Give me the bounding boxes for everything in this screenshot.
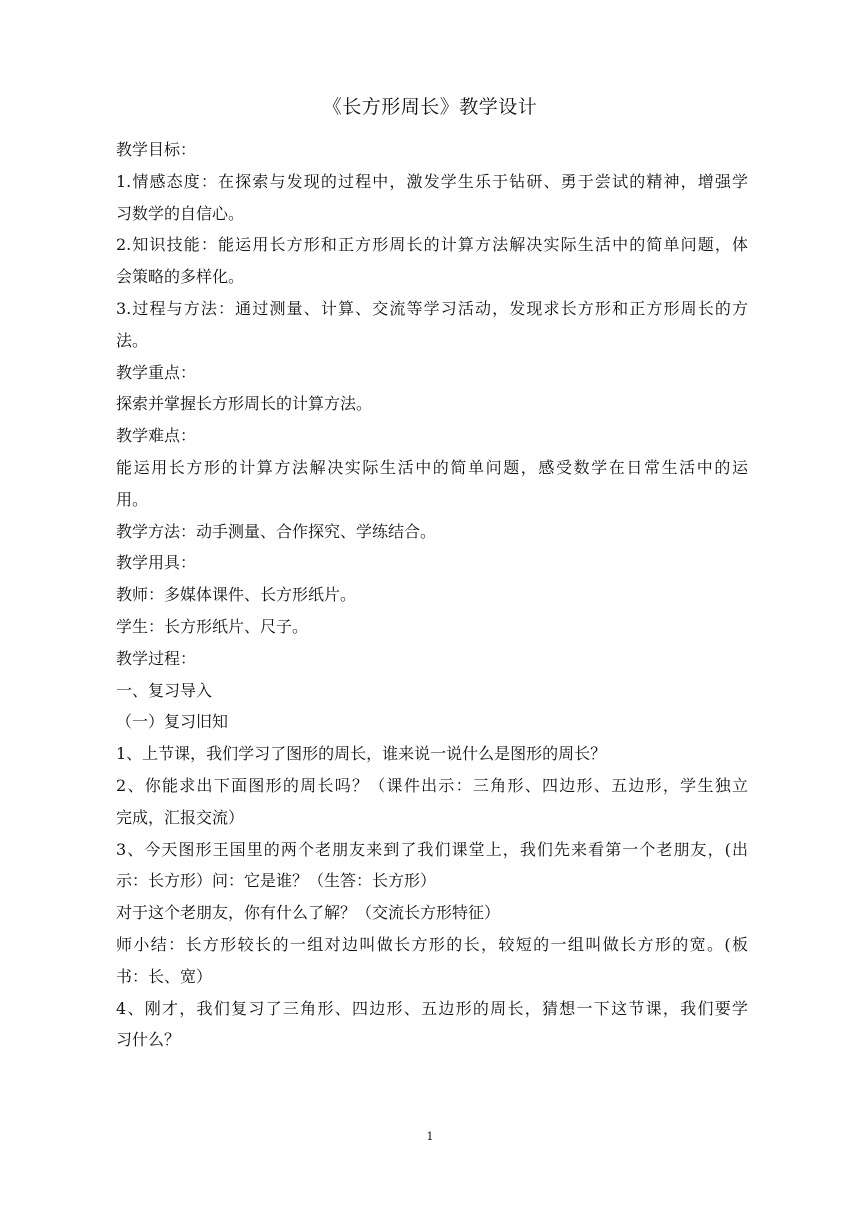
body-line: 1.情感态度：在探索与发现的过程中，激发学生乐于钻研、勇于尝试的精神，增强学	[116, 171, 748, 191]
body-line: 4、刚才，我们复习了三角形、四边形、五边形的周长，猜想一下这节课，我们要学	[116, 998, 748, 1018]
body-line: 教学重点：	[116, 362, 197, 382]
body-line: 完成，汇报交流）	[116, 807, 245, 827]
body-line: 3.过程与方法：通过测量、计算、交流等学习活动，发现求长方形和正方形周长的方	[116, 298, 748, 318]
body-line: （一）复习旧知	[116, 712, 229, 732]
page-number: 1	[426, 1130, 434, 1143]
body-line: 探索并掌握长方形周长的计算方法。	[116, 394, 373, 414]
body-line: 学生：长方形纸片、尺子。	[116, 616, 309, 636]
body-line: 教学方法：动手测量、合作探究、学练结合。	[116, 521, 437, 541]
body-line: 师小结：长方形较长的一组对边叫做长方形的长，较短的一组叫做长方形的宽。(板	[116, 934, 748, 954]
document-title: 《长方形周长》教学设计	[322, 96, 538, 118]
body-line: 教学过程：	[116, 648, 197, 668]
body-line: 3、今天图形王国里的两个老朋友来到了我们课堂上，我们先来看第一个老朋友，(出	[116, 839, 748, 859]
document-body	[116, 134, 748, 1056]
body-line: 教学用具：	[116, 553, 197, 573]
body-line: 法。	[116, 330, 149, 350]
body-line: 教学难点：	[116, 426, 197, 446]
body-line: 教学目标：	[116, 140, 197, 159]
body-line: 习什么？	[116, 1030, 181, 1050]
body-line: 能运用长方形的计算方法解决实际生活中的简单问题，感受数学在日常生活中的运	[116, 457, 748, 477]
body-line: 2、你能求出下面图形的周长吗？（课件出示：三角形、四边形、五边形，学生独立	[116, 775, 748, 795]
body-line: 教师：多媒体课件、长方形纸片。	[116, 585, 357, 605]
body-line: 1、上节课，我们学习了图形的周长，谁来说一说什么是图形的周长？	[116, 744, 607, 764]
body-line: 示：长方形）问：它是谁？（生答：长方形）	[116, 871, 437, 891]
body-line: 2.知识技能：能运用长方形和正方形周长的计算方法解决实际生活中的简单问题，体	[116, 235, 748, 255]
body-line: 书：长、宽）	[116, 966, 213, 986]
body-line: 对于这个老朋友，你有什么了解？（交流长方形特征）	[116, 903, 501, 923]
body-line: 习数学的自信心。	[116, 203, 245, 223]
body-line: 一、复习导入	[116, 680, 213, 700]
body-line: 会策略的多样化。	[116, 267, 245, 287]
body-line: 用。	[116, 489, 149, 509]
